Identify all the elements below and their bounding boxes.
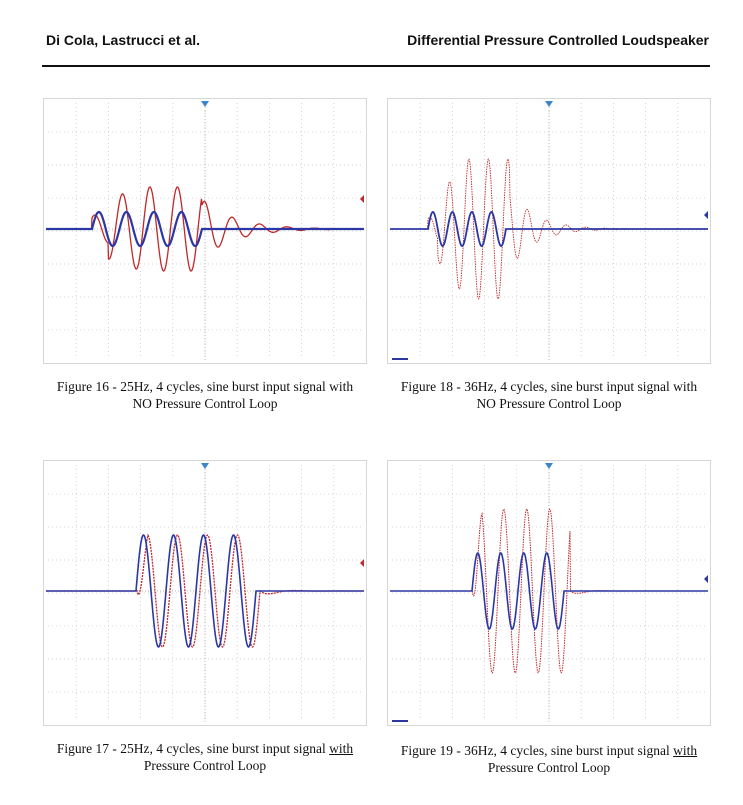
header-rule — [42, 65, 710, 67]
trigger-marker-icon — [201, 463, 209, 469]
scope-grid — [46, 101, 364, 361]
scope-panel-fig18 — [387, 98, 711, 364]
caption-fig17-line1-text: Figure 17 - 25Hz, 4 cycles, sine burst input signal — [56, 741, 330, 756]
caption-fig17 — [40, 740, 370, 774]
trigger-marker-icon — [201, 101, 209, 107]
oscilloscope-trace-fig17 — [44, 461, 366, 725]
caption-fig17-line2: Pressure Control Loop — [143, 758, 267, 773]
channel-marker-icon — [360, 195, 364, 203]
oscilloscope-trace-fig16 — [44, 99, 366, 363]
caption-fig18 — [384, 378, 714, 412]
caption-fig18-line2: NO Pressure Control Loop — [476, 396, 622, 411]
oscilloscope-trace-fig18 — [388, 99, 710, 363]
paper-title: Differential Pressure Controlled Loudspeaker — [407, 32, 709, 48]
trigger-marker-icon — [545, 101, 553, 107]
scope-grid — [46, 463, 364, 723]
caption-fig19 — [384, 742, 714, 776]
channel-marker-icon — [704, 211, 708, 219]
channel-marker-icon — [704, 575, 708, 583]
caption-fig17-with: with — [329, 741, 354, 756]
caption-fig16-line1: Figure 16 - 25Hz, 4 cycles, sine burst input signal with — [56, 379, 354, 394]
caption-fig18-line1: Figure 18 - 36Hz, 4 cycles, sine burst input signal with — [400, 379, 698, 394]
trigger-marker-icon — [545, 463, 553, 469]
scope-panel-fig17 — [43, 460, 367, 726]
scope-panel-fig19 — [387, 460, 711, 726]
caption-fig17-line1 — [40, 740, 370, 757]
caption-fig16-line2: NO Pressure Control Loop — [132, 396, 278, 411]
input-trace-blue — [46, 212, 364, 246]
caption-fig16 — [40, 378, 370, 412]
caption-fig19-line1-text: Figure 19 - 36Hz, 4 cycles, sine burst input signal — [400, 743, 674, 758]
scope-grid — [390, 463, 708, 723]
caption-fig19-line1 — [384, 742, 714, 759]
paper-authors: Di Cola, Lastrucci et al. — [46, 32, 201, 48]
caption-fig19-with: with — [673, 743, 698, 758]
scope-panel-fig16 — [43, 98, 367, 364]
caption-fig19-line2: Pressure Control Loop — [487, 760, 611, 775]
oscilloscope-trace-fig19 — [388, 461, 710, 725]
